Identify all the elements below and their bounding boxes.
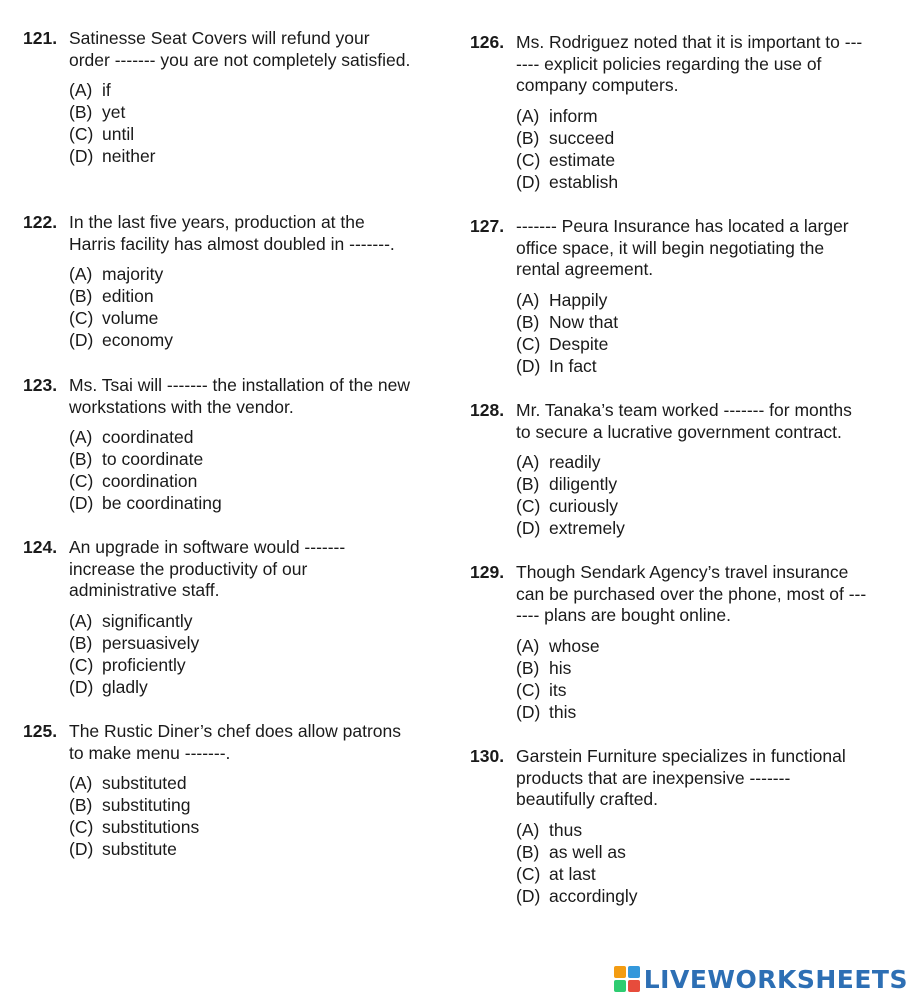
option-c[interactable]: [69, 816, 420, 838]
logo-grid-icon: [614, 966, 640, 992]
option-a[interactable]: [516, 105, 875, 127]
option-text: neither: [102, 146, 156, 166]
answer-options: [455, 635, 875, 723]
option-text: persuasively: [102, 632, 200, 653]
option-a[interactable]: [516, 635, 875, 657]
option-text: coordination: [102, 471, 198, 491]
option-a[interactable]: [516, 819, 875, 841]
option-d[interactable]: [69, 838, 420, 860]
option-text: to coordinate: [102, 449, 204, 469]
option-c[interactable]: [69, 654, 420, 676]
option-letter: (C): [516, 863, 541, 884]
option-text: if: [102, 80, 111, 100]
answer-options: [0, 263, 420, 351]
question-text: Satinesse Seat Covers will refund your order ------- you are not completely satisfied.: [69, 28, 411, 70]
option-letter: (D): [69, 330, 94, 350]
liveworksheets-logo: [614, 964, 908, 994]
question-number: 130.: [470, 746, 505, 766]
option-text: whose: [549, 635, 600, 656]
option-d[interactable]: [516, 171, 875, 193]
question-122: [0, 212, 420, 351]
question-121: [0, 28, 420, 167]
question-text: Ms. Rodriguez noted that it is important to ------- explicit policies regarding the use of company computers.: [516, 32, 863, 95]
answer-options: [0, 610, 420, 698]
question-text: Ms. Tsai will ------- the installation of the new workstations with the vendor.: [69, 375, 411, 417]
option-text: readily: [549, 452, 601, 472]
option-text: Despite: [549, 333, 609, 354]
option-letter: (C): [69, 654, 94, 675]
option-text: In fact: [549, 355, 597, 376]
option-letter: (C): [516, 679, 541, 700]
option-letter: (B): [516, 657, 540, 678]
option-letter: (B): [516, 474, 540, 494]
option-d[interactable]: [69, 492, 420, 514]
option-a[interactable]: [516, 289, 875, 311]
option-letter: (D): [516, 701, 541, 722]
option-letter: (C): [69, 817, 94, 837]
option-text: substituting: [102, 795, 191, 815]
option-a[interactable]: [69, 610, 420, 632]
option-a[interactable]: [69, 772, 420, 794]
option-text: gladly: [102, 676, 148, 697]
answer-options: [455, 819, 875, 907]
option-letter: (D): [516, 518, 541, 538]
option-text: diligently: [549, 474, 618, 494]
option-d[interactable]: [516, 885, 875, 907]
option-b[interactable]: [516, 311, 875, 333]
question-number: 128.: [470, 400, 505, 420]
question-number: 122.: [23, 212, 58, 232]
option-letter: (C): [516, 496, 541, 516]
option-a[interactable]: [69, 263, 420, 285]
option-d[interactable]: [69, 329, 420, 351]
option-letter: (D): [69, 146, 94, 166]
option-letter: (B): [69, 449, 93, 469]
option-text: edition: [102, 286, 154, 306]
option-letter: (A): [69, 773, 93, 793]
option-letter: (C): [516, 149, 541, 170]
question-text: Mr. Tanaka’s team worked ------- for months to secure a lucrative government contract.: [516, 400, 852, 442]
option-letter: (A): [69, 610, 93, 631]
option-text: until: [102, 124, 135, 144]
option-text: estimate: [549, 149, 616, 170]
option-c[interactable]: [516, 863, 875, 885]
option-text: Now that: [549, 311, 619, 332]
question-number: 129.: [470, 562, 505, 582]
question-126: [455, 32, 875, 193]
logo-text: LIVEWORKSHEETS: [643, 964, 908, 994]
question-text: ------- Peura Insurance has located a larger office space, it will begin negotiating the rental agreement.: [516, 216, 849, 279]
option-d[interactable]: [516, 701, 875, 723]
question-text: The Rustic Diner’s chef does allow patrons to make menu -------.: [69, 721, 402, 763]
question-text: Though Sendark Agency’s travel insurance can be purchased over the phone, most of ------- plans are bought online.: [516, 562, 867, 625]
option-letter: (A): [516, 819, 540, 840]
option-text: be coordinating: [102, 493, 222, 513]
option-letter: (D): [69, 493, 94, 513]
option-text: as well as: [549, 841, 626, 862]
option-text: Happily: [549, 289, 608, 310]
option-letter: (C): [69, 471, 94, 491]
option-a[interactable]: [69, 426, 420, 448]
option-c[interactable]: [69, 470, 420, 492]
option-text: substituted: [102, 773, 187, 793]
option-letter: (B): [69, 795, 93, 815]
option-text: thus: [549, 819, 583, 840]
option-text: its: [549, 679, 567, 700]
question-text: An upgrade in software would ------- increase the productivity of our administrative staff.: [69, 537, 346, 600]
option-d[interactable]: [516, 517, 875, 539]
option-text: coordinated: [102, 427, 194, 447]
answer-options: [0, 772, 420, 860]
question-number: 127.: [470, 216, 505, 236]
question-number: 126.: [470, 32, 505, 52]
option-letter: (C): [516, 333, 541, 354]
option-letter: (D): [516, 355, 541, 376]
answer-options: [0, 79, 420, 167]
option-text: succeed: [549, 127, 615, 148]
question-text: Garstein Furniture specializes in functional products that are inexpensive ------- beautifully crafted.: [516, 746, 846, 809]
option-c[interactable]: [516, 679, 875, 701]
answer-options: [455, 451, 875, 539]
option-b[interactable]: [516, 841, 875, 863]
option-letter: (A): [516, 452, 540, 472]
question-123: [0, 375, 420, 514]
option-text: this: [549, 701, 577, 722]
option-letter: (B): [516, 841, 540, 862]
option-letter: (A): [516, 289, 540, 310]
option-text: volume: [102, 308, 159, 328]
option-d[interactable]: [516, 355, 875, 377]
option-letter: (A): [516, 635, 540, 656]
option-b[interactable]: [516, 127, 875, 149]
option-text: significantly: [102, 610, 193, 631]
option-c[interactable]: [69, 307, 420, 329]
option-text: his: [549, 657, 572, 678]
option-text: curiously: [549, 496, 619, 516]
option-text: extremely: [549, 518, 625, 538]
option-d[interactable]: [69, 145, 420, 167]
question-125: [0, 721, 420, 860]
option-text: at last: [549, 863, 596, 884]
option-letter: (A): [69, 80, 93, 100]
option-letter: (C): [69, 124, 94, 144]
option-text: substitutions: [102, 817, 200, 837]
option-letter: (C): [69, 308, 94, 328]
option-letter: (D): [516, 171, 541, 192]
answer-options: [455, 105, 875, 193]
option-letter: (D): [516, 885, 541, 906]
question-124: [0, 537, 420, 698]
option-letter: (B): [516, 311, 540, 332]
question-number: 123.: [23, 375, 58, 395]
option-b[interactable]: [69, 632, 420, 654]
option-text: proficiently: [102, 654, 186, 675]
question-number: 121.: [23, 28, 58, 48]
option-letter: (B): [69, 632, 93, 653]
option-letter: (B): [69, 102, 93, 122]
option-c[interactable]: [69, 123, 420, 145]
option-b[interactable]: [69, 794, 420, 816]
option-letter: (A): [516, 105, 540, 126]
option-letter: (D): [69, 839, 94, 859]
option-letter: (A): [69, 427, 93, 447]
question-number: 124.: [23, 537, 58, 557]
option-text: accordingly: [549, 885, 638, 906]
question-130: [455, 746, 875, 907]
option-b[interactable]: [516, 473, 875, 495]
option-letter: (D): [69, 676, 94, 697]
question-128: [455, 400, 875, 539]
option-b[interactable]: [69, 101, 420, 123]
option-b[interactable]: [69, 448, 420, 470]
option-text: majority: [102, 264, 164, 284]
question-129: [455, 562, 875, 723]
option-a[interactable]: [69, 79, 420, 101]
option-b[interactable]: [69, 285, 420, 307]
option-text: establish: [549, 171, 619, 192]
option-c[interactable]: [516, 495, 875, 517]
question-127: [455, 216, 875, 377]
option-letter: (B): [69, 286, 93, 306]
option-text: substitute: [102, 839, 177, 859]
question-number: 125.: [23, 721, 58, 741]
option-letter: (A): [69, 264, 93, 284]
option-c[interactable]: [516, 333, 875, 355]
option-c[interactable]: [516, 149, 875, 171]
option-text: yet: [102, 102, 126, 122]
option-text: economy: [102, 330, 174, 350]
option-letter: (B): [516, 127, 540, 148]
answer-options: [0, 426, 420, 514]
option-text: inform: [549, 105, 598, 126]
answer-options: [455, 289, 875, 377]
option-a[interactable]: [516, 451, 875, 473]
option-b[interactable]: [516, 657, 875, 679]
question-text: In the last five years, production at the Harris facility has almost doubled in -------.: [69, 212, 395, 254]
option-d[interactable]: [69, 676, 420, 698]
